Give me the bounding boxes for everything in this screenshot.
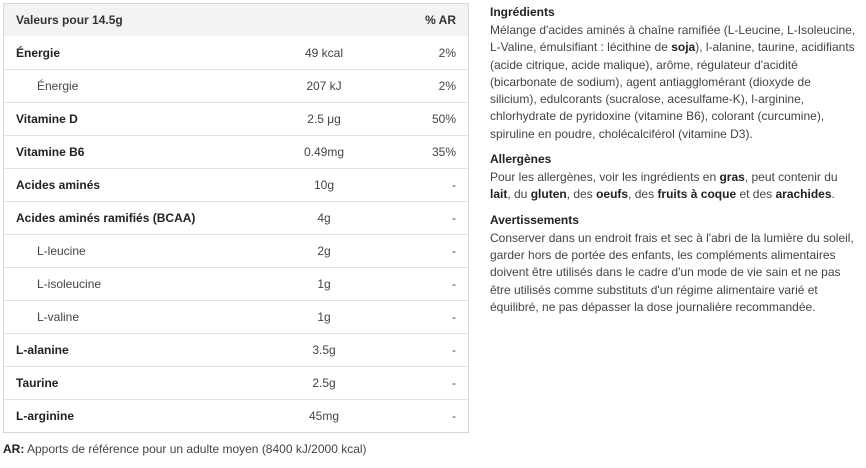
row-ar: - bbox=[452, 376, 456, 390]
row-name: L-leucine bbox=[37, 244, 86, 258]
table-row bbox=[4, 333, 468, 366]
allergens-title: Allergènes bbox=[490, 152, 552, 167]
bold-text: soja bbox=[671, 40, 696, 55]
row-ar: 2% bbox=[438, 79, 456, 93]
text-run: , du bbox=[507, 187, 531, 202]
row-ar: - bbox=[452, 343, 456, 357]
text-run: , peut contenir du bbox=[744, 170, 838, 185]
row-amount: 2.5 μg bbox=[307, 112, 341, 126]
allergens-text bbox=[490, 169, 860, 204]
text-run: , des bbox=[628, 187, 658, 202]
row-name: Acides aminés ramifiés (BCAA) bbox=[16, 211, 196, 225]
bold-text: oeufs bbox=[596, 187, 629, 202]
table-header bbox=[4, 4, 468, 36]
row-name: Vitamine B6 bbox=[16, 145, 85, 159]
row-amount: 207 kJ bbox=[306, 79, 342, 93]
row-amount: 1g bbox=[317, 277, 331, 291]
row-amount: 2.5g bbox=[312, 376, 336, 390]
row-ar: - bbox=[452, 277, 456, 291]
text-run: Pour les allergènes, voir les ingrédients en bbox=[490, 170, 720, 185]
row-amount: 0.49mg bbox=[303, 145, 345, 159]
text-run: ), l-alanine, taurine, acidifiants (acide citrique, acide malique), arôme, régulateur d'acidité (bicarbonate de sodium), agent antiagglomérant (dioxyde de silicium), edulcorants (sucralose, acesulfame-K), l-arginine, chlorhydrate de pyridoxine (vitamine B6), colorant (curcumine), spiruline en poudre, cholécalciférol (vitamine D3). bbox=[490, 40, 855, 141]
row-ar: - bbox=[452, 310, 456, 324]
table-row bbox=[4, 168, 468, 201]
table-row bbox=[4, 69, 468, 102]
row-name: L-arginine bbox=[16, 409, 75, 423]
row-ar: 2% bbox=[438, 45, 456, 60]
footnote-text: Apports de référence pour un adulte moyen (8400 kJ/2000 kcal) bbox=[24, 442, 367, 456]
row-name: Vitamine D bbox=[16, 112, 78, 126]
warnings-text: Conserver dans un endroit frais et sec à l'abri de la lumière du soleil, garder hors de portée des enfants, les compléments alimentaires doivent être utilisés dans le cadre d'un mode de vie sain et ne pas être utilisés comme substituts d'un régime alimentaire varié et équilibré, ne pas dépasser la dose journalière recommandée. bbox=[490, 230, 854, 314]
header-name: Valeurs pour 14.5g bbox=[16, 13, 123, 27]
footnote bbox=[3, 442, 367, 456]
row-name: Énergie bbox=[16, 45, 61, 60]
text-run: Mélange d'acides aminés à chaîne ramifiée (L-Leucine, L-Isoleucine, L-Valine, émulsifiant : lécithine de bbox=[490, 23, 856, 55]
table-row bbox=[4, 201, 468, 234]
row-amount: 49 kcal bbox=[304, 45, 344, 60]
row-amount: 4g bbox=[317, 211, 331, 225]
text-run: , des bbox=[566, 187, 597, 202]
row-name: Acides aminés bbox=[16, 178, 101, 192]
row-ar: - bbox=[452, 409, 456, 423]
row-name: L-isoleucine bbox=[37, 277, 102, 291]
bold-text: lait bbox=[490, 187, 508, 202]
table-row bbox=[4, 300, 468, 333]
row-name: Taurine bbox=[16, 376, 59, 390]
table-row bbox=[4, 36, 468, 69]
warnings-section bbox=[490, 212, 860, 316]
table-row bbox=[4, 366, 468, 399]
table-row bbox=[4, 234, 468, 267]
text-run: et des bbox=[736, 187, 776, 202]
ingredients-title: Ingrédients bbox=[490, 5, 555, 19]
bold-text: arachides bbox=[775, 187, 832, 202]
row-ar: - bbox=[452, 244, 456, 258]
row-amount: 2g bbox=[317, 244, 331, 258]
row-amount: 10g bbox=[313, 178, 335, 192]
bold-text: fruits à coque bbox=[657, 187, 737, 202]
warnings-title: Avertissements bbox=[490, 212, 579, 227]
nutrition-table bbox=[3, 3, 469, 433]
table-row bbox=[4, 267, 468, 300]
row-name: L-valine bbox=[37, 310, 80, 324]
product-info bbox=[490, 4, 860, 324]
ingredients-section bbox=[490, 4, 860, 143]
row-ar: - bbox=[452, 211, 456, 225]
row-name: L-alanine bbox=[16, 343, 69, 357]
footnote-label: AR: bbox=[3, 442, 25, 456]
table-row bbox=[4, 399, 468, 432]
text-run: . bbox=[831, 187, 835, 202]
bold-text: gluten bbox=[530, 187, 567, 202]
row-ar: 35% bbox=[431, 145, 456, 159]
header-ar: % AR bbox=[425, 13, 456, 27]
table-row bbox=[4, 102, 468, 135]
row-ar: 50% bbox=[431, 112, 456, 126]
allergens-section bbox=[490, 151, 860, 204]
row-amount: 1g bbox=[317, 310, 331, 324]
table-row bbox=[4, 135, 468, 168]
row-name: Énergie bbox=[37, 79, 79, 93]
table-body bbox=[4, 36, 468, 432]
bold-text: gras bbox=[719, 170, 745, 185]
row-amount: 3.5g bbox=[312, 343, 336, 357]
row-amount: 45mg bbox=[308, 409, 340, 423]
ingredients-text bbox=[490, 22, 860, 143]
row-ar: - bbox=[452, 178, 456, 192]
